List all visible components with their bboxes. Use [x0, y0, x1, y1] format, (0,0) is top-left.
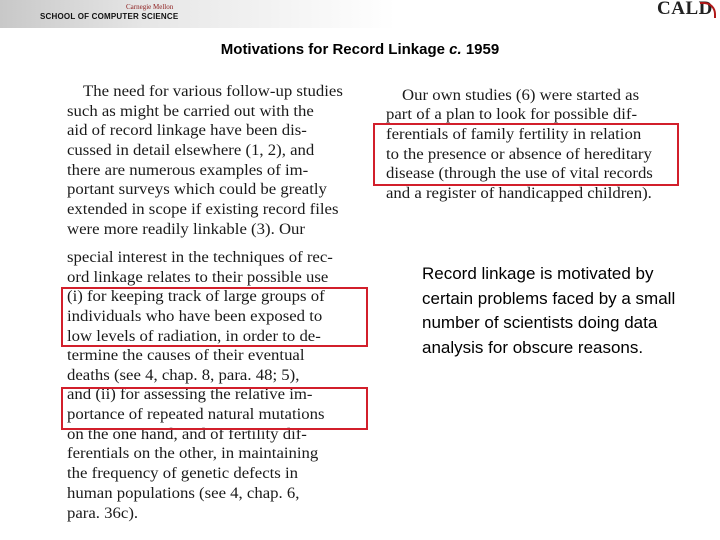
scan-line: were more readily linkable (3). Our — [67, 221, 305, 238]
scan-line: there are numerous examples of im- — [67, 162, 309, 179]
scan-line: deaths (see 4, chap. 8, para. 48; 5), — [67, 367, 300, 384]
school-name: SCHOOL OF COMPUTER SCIENCE — [40, 12, 179, 21]
scan-line: para. 36c). — [67, 505, 139, 522]
scan-line: to the presence or absence of hereditary — [386, 146, 652, 163]
scan-line: Our own studies (6) were started as — [402, 87, 640, 104]
scan-line: special interest in the techniques of rec- — [67, 249, 333, 266]
highlight-box-natural-mutations — [61, 387, 368, 430]
scan-line: extended in scope if existing record files — [67, 201, 339, 218]
scan-line: such as might be carried out with the — [67, 103, 314, 120]
cald-logo: CALD — [657, 0, 713, 19]
slide-caption: Record linkage is motivated by certain problems faced by a small number of scientists doing data analysis for obscure reasons. — [422, 264, 676, 357]
scan-line: the frequency of genetic defects in — [67, 465, 299, 482]
scan-line: aid of record linkage have been dis- — [67, 122, 307, 139]
highlight-box-fertility-differentials — [373, 123, 679, 186]
scan-line: ferentials of family fertility in relation — [386, 126, 642, 143]
scan-line: portance of repeated natural mutations — [67, 406, 325, 423]
scan-line: human populations (see 4, chap. 6, — [67, 485, 300, 502]
scan-line: portant surveys which could be greatly — [67, 181, 327, 198]
institution-name: Carnegie Mellon — [126, 3, 174, 11]
highlight-box-radiation-exposure — [61, 287, 368, 347]
scan-line: and (ii) for assessing the relative im- — [67, 386, 313, 403]
scan-line: part of a plan to look for possible dif- — [386, 106, 638, 123]
scan-line: low levels of radiation, in order to de- — [67, 328, 321, 345]
scan-line: (i) for keeping track of large groups of — [67, 288, 325, 305]
scan-line: individuals who have been exposed to — [67, 308, 323, 325]
scan-line: disease (through the use of vital records — [386, 165, 653, 182]
scan-line: ord linkage relates to their possible use — [67, 269, 329, 286]
scan-line: cussed in detail elsewhere (1, 2), and — [67, 142, 315, 159]
scan-line: and a register of handicapped children). — [386, 185, 652, 202]
scan-line: The need for various follow-up studies — [83, 83, 343, 100]
scan-line: ferentials on the other, in maintaining — [67, 445, 319, 462]
slide-title: Motivations for Record Linkage c. 1959 — [220, 41, 500, 58]
scan-line: termine the causes of their eventual — [67, 347, 305, 364]
scan-line: on the one hand, and of fertility dif- — [67, 426, 307, 443]
